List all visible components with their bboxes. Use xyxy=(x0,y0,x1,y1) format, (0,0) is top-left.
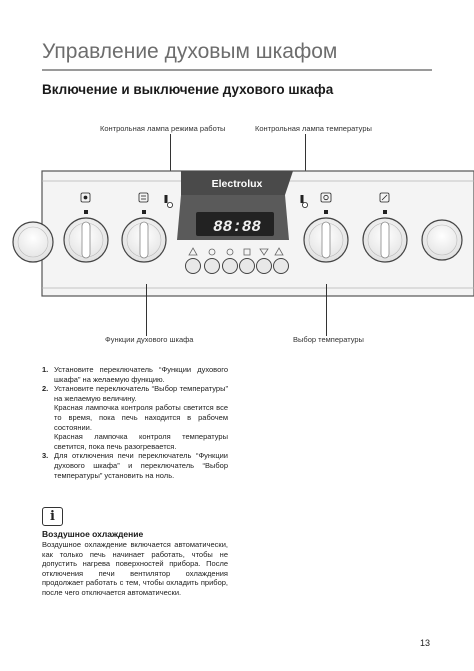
callout-temperature-lamp: Контрольная лампа температуры xyxy=(255,124,372,133)
list-item xyxy=(42,384,228,451)
temperature-indicator-lamp xyxy=(302,202,307,207)
brand-logo: Electrolux xyxy=(211,178,263,190)
section-heading: Включение и выключение духового шкафа xyxy=(42,82,334,97)
step-number: 1. xyxy=(42,365,49,374)
info-icon: i xyxy=(42,507,63,526)
step-text: Установите переключатель “Функции духового шкафа” на желаемую функцию. xyxy=(54,365,228,384)
left-cut-knob xyxy=(13,222,53,262)
leader-line-oven-functions xyxy=(146,284,147,336)
thermometer-mark-icon xyxy=(165,195,168,203)
callout-oven-functions: Функции духового шкафа xyxy=(105,335,194,344)
step-text: Установите переключатель “Выбор температуры” на желаемую величину. xyxy=(54,384,228,403)
callout-operation-lamp: Контрольная лампа режима работы xyxy=(100,124,226,133)
timer-button-5 xyxy=(257,259,272,274)
timer-button-3 xyxy=(223,259,238,274)
right-cut-knob xyxy=(422,220,462,260)
timer-display-digits: 88:88 xyxy=(212,218,262,236)
knob-5 xyxy=(363,218,407,262)
timer-button-2 xyxy=(205,259,220,274)
operation-indicator-lamp xyxy=(167,202,172,207)
knob-1 xyxy=(64,218,108,262)
oven-functions-knob xyxy=(122,218,166,262)
instruction-list xyxy=(42,365,228,480)
page-title: Управление духовым шкафом xyxy=(42,40,338,63)
callout-temperature-select: Выбор температуры xyxy=(293,335,364,344)
temp-mark-icon xyxy=(301,195,304,203)
temperature-knob xyxy=(304,218,348,262)
info-text: Воздушное охлаждение включается автоматически, как только печь начинает работать, чтобы не допустить нагрева поверхностей прибора. После отключения печи вентилятор охлаждения продолжает работать с тем, чтобы охладить прибор, после чего отключается автоматически. xyxy=(42,540,228,597)
step-text: Красная лампочка контроля температуры светится, пока печь разогревается. xyxy=(54,432,228,451)
timer-button-1 xyxy=(186,259,201,274)
timer-button-6 xyxy=(274,259,289,274)
info-title: Воздушное охлаждение xyxy=(42,529,144,539)
list-item xyxy=(42,365,228,384)
step-text: Красная лампочка контроля работы светится все то время, пока печь находится в рабочем состоянии. xyxy=(54,403,228,432)
leader-line-temperature-select xyxy=(326,284,327,336)
timer-button-4 xyxy=(240,259,255,274)
page-number: 13 xyxy=(420,638,431,648)
step-number: 3. xyxy=(42,451,49,461)
list-item xyxy=(42,451,228,480)
step-text: Для отключения печи переключатель “Функции духового шкафа” и переключатель “Выбор температуры” установить на ноль. xyxy=(54,451,228,480)
step-number: 2. xyxy=(42,384,49,394)
